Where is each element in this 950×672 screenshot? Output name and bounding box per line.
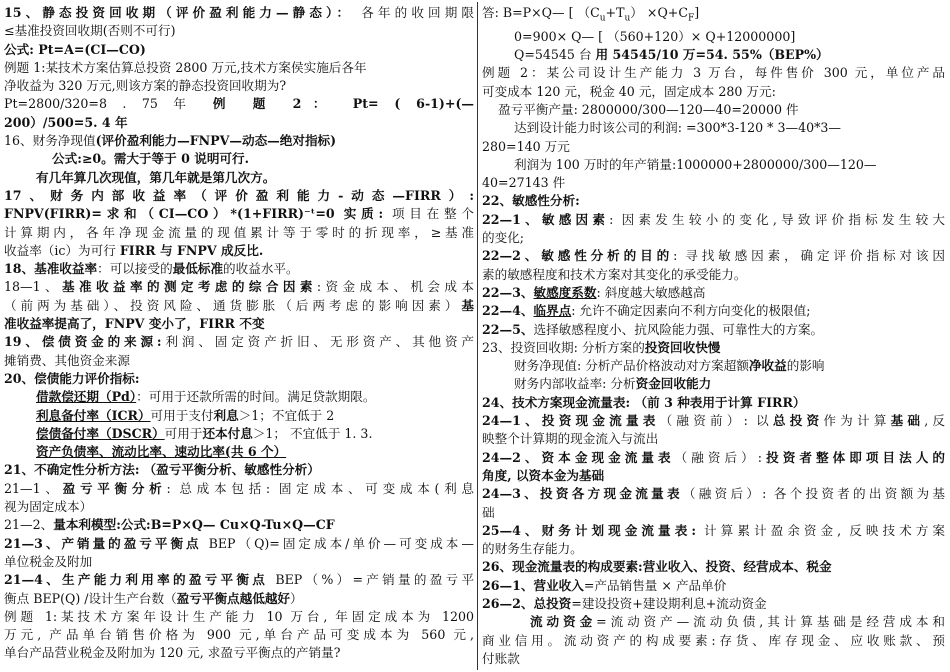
- text-segment: 24—3、投资各方现金流量表: [482, 486, 683, 502]
- text-segment: Pt=2800/320=8 . 75 年: [4, 96, 213, 112]
- text-line: [482, 357, 945, 375]
- text-segment: : 因素发生较小的变化,导致评价指标发生较大: [609, 211, 945, 227]
- text-segment: （前两为基础）、投资风险、通货膨胀（后两考虑的影响因素）: [4, 297, 462, 313]
- text-line: [482, 4, 945, 28]
- text-line: [4, 59, 474, 77]
- text-segment: ：可用于还款所需的时间。满足贷款期限。: [136, 389, 376, 405]
- text-segment: 摊销费、其他资金来源: [4, 352, 130, 368]
- text-segment: ：可以接受的: [97, 261, 173, 277]
- text-segment: 敏感度系数: [533, 284, 597, 300]
- text-line: [482, 211, 945, 229]
- text-segment: ＞1；不宜低于 2: [238, 407, 335, 423]
- text-segment: 衡点 BEP(Q) /设计生产台数（: [4, 590, 177, 606]
- text-segment: u: [272, 517, 282, 533]
- text-line: [482, 46, 945, 64]
- text-segment: 200）/500=5. 4 年: [4, 114, 128, 130]
- text-segment: 基: [461, 297, 474, 313]
- text-segment: 23、投资回收期: 分析方案的: [482, 339, 645, 355]
- text-line: [4, 461, 474, 479]
- text-segment: F: [687, 13, 695, 24]
- text-line: [482, 321, 945, 339]
- text-segment: 利息: [213, 407, 239, 423]
- text-segment: 15、静态投资回收期（评价盈利能力—静态）：: [4, 5, 354, 20]
- text-line: [482, 613, 945, 631]
- text-line: [4, 4, 474, 22]
- text-line: [482, 302, 945, 320]
- text-line: [482, 412, 945, 430]
- text-segment: 商业信用。流动资产的构成要素:存货、库存现金、应收账款、预: [482, 632, 945, 648]
- text-line: [482, 247, 945, 265]
- text-segment: 有几年算几次现值，第几年就是第几次方。: [36, 169, 276, 185]
- text-line: [4, 553, 474, 571]
- right-column: [482, 4, 945, 668]
- text-segment: 计算累计盈余资金, 反映技术方案: [695, 522, 945, 538]
- text-segment: 偿债备付率（DSCR）: [36, 425, 165, 441]
- text-segment: （融资后）: 各个投资者的出资额为基: [682, 486, 945, 502]
- text-line: [4, 352, 474, 370]
- text-segment: ,反: [924, 413, 945, 429]
- text-segment: 21、不确定性分析方法:: [4, 462, 140, 478]
- text-segment: 财务净现值: 分析产品价格波动对方案超额: [514, 358, 749, 374]
- text-line: [4, 425, 474, 443]
- text-line: [482, 83, 945, 101]
- text-segment: =A=(CI—CO): [53, 41, 146, 57]
- text-segment: 视为固定成本）: [4, 499, 93, 515]
- text-line: [4, 498, 474, 516]
- text-segment: 17、财务内部收益率（评价盈利能力-动态—FIRR）:: [4, 187, 474, 203]
- text-segment: 22—5、: [482, 321, 534, 337]
- text-segment: 单台产品营业税金及附加为 120 元, 求盈亏平衡点的产销量?: [4, 645, 341, 661]
- text-segment: 22—1、敏感因素: [482, 211, 610, 227]
- text-segment: 40=27143 件: [482, 175, 566, 191]
- text-segment: =产品销售量 × 产品单价: [583, 577, 727, 593]
- text-segment: 利润为 100 万时的年产销量:1000000+2800000/300—120—: [514, 156, 877, 172]
- text-segment: 角度, 以资本金为基础: [482, 467, 605, 483]
- text-segment: 付账款: [482, 650, 520, 666]
- text-line: [4, 224, 474, 242]
- text-segment: 财务内部收益率: 分析: [514, 376, 636, 392]
- text-line: [4, 626, 474, 644]
- text-segment: 可用于支付: [150, 407, 214, 423]
- text-line: [4, 644, 474, 662]
- text-segment: 280=140 万元: [482, 138, 570, 154]
- text-segment: 计算期内，各年净现金流量的现值累计等于零时的折现率，≥基准: [4, 224, 474, 240]
- text-segment: 21—4、生产能力利用率的盈亏平衡点: [4, 572, 269, 588]
- text-segment: 净收益为 320 万元,则该方案的静态投资回收期为?: [4, 78, 287, 94]
- text-segment: 盈亏平衡产量: 2800000/300—120—40=20000 件: [498, 102, 799, 117]
- text-segment: （融资前）: 以: [659, 413, 773, 429]
- text-segment: 22、敏感性分析:: [482, 193, 580, 209]
- text-segment: 础: [482, 504, 495, 520]
- text-line: [4, 516, 474, 534]
- text-line: [482, 192, 945, 210]
- text-segment: ≤基准投资回收期(否则不可行): [4, 23, 176, 39]
- text-line: [482, 174, 945, 192]
- text-segment: 24、技术方案现金流量表: （前 3 种表用于计算 FIRR）: [482, 394, 806, 410]
- text-line: [4, 205, 474, 223]
- text-line: [4, 590, 474, 608]
- text-segment: 18、基准收益率: [4, 261, 98, 277]
- text-segment: 用 54545/10 万=54. 55%（BEP%）: [595, 47, 829, 63]
- text-line: [482, 138, 945, 156]
- text-segment: 18—1、: [4, 279, 63, 295]
- text-segment: 公式:≥0。需大于等于 0 说明可行.: [52, 151, 250, 167]
- text-segment: 投资者整体即项目法人的: [762, 449, 945, 465]
- text-segment: 盈亏平衡点越低越好: [176, 590, 291, 606]
- text-segment: 22—4、: [482, 303, 534, 319]
- text-segment: Q=54545 台: [514, 47, 596, 63]
- text-line: [4, 260, 474, 278]
- text-line: [4, 297, 474, 315]
- text-line: [482, 28, 945, 46]
- text-segment: 可变成本 120 元，税金 40 元，固定成本 280 万元:: [482, 83, 776, 99]
- text-line: [4, 535, 474, 553]
- text-line: [482, 266, 945, 284]
- text-line: [482, 485, 945, 503]
- text-line: [4, 132, 474, 150]
- text-line: [482, 284, 945, 302]
- text-segment: : 总成本包括: 固定成本、可变成本(利息: [166, 480, 474, 496]
- text-segment: 22—2、敏感性分析的目的: [482, 248, 674, 264]
- text-segment: ]: [694, 5, 700, 20]
- text-segment: 答: B=P×Q— [ （C: [482, 5, 600, 20]
- text-segment: ）: [290, 590, 303, 606]
- text-line: [482, 504, 945, 522]
- text-segment: 26—1、营业收入: [482, 577, 584, 593]
- text-segment: 量本利模型:公式:B=P×Q— C: [53, 517, 230, 533]
- text-segment: 利润、固定资产折旧、无形资产、其他资产: [161, 334, 474, 350]
- text-line: [482, 449, 945, 467]
- text-line: [4, 480, 474, 498]
- text-segment: ） ×Q+C: [630, 5, 688, 20]
- text-line: [4, 407, 474, 425]
- text-segment: 26—2、总投资: [482, 596, 572, 612]
- text-segment: 单位税金及附加: [4, 553, 93, 569]
- text-segment: 20、偿债能力评价指标:: [4, 370, 140, 386]
- text-segment: u: [229, 517, 240, 533]
- text-line: [4, 333, 474, 351]
- text-line: [4, 22, 474, 40]
- text-line: [4, 315, 474, 333]
- text-segment: 项目在整个: [383, 206, 474, 222]
- text-segment: : 斜度越大敏感越高: [596, 284, 706, 300]
- text-segment: 临界点: [533, 303, 572, 319]
- text-line: [482, 229, 945, 247]
- text-segment: 万元, 产品单台销售价格为 900 元,单台产品可变成本为 560 元,: [4, 627, 474, 643]
- text-segment: 流动资金: [530, 614, 597, 630]
- text-segment: u: [624, 13, 631, 24]
- text-segment: 作为计算: [823, 413, 891, 429]
- text-segment: 21—1、: [4, 480, 63, 496]
- text-line: [482, 558, 945, 576]
- column-divider: [477, 2, 478, 670]
- text-segment: =流动资产—流动负债,其计算基础是经营成本和: [596, 614, 945, 630]
- text-line: [4, 41, 474, 59]
- text-segment: 0=900× Q— [ （560+120）× Q+12000000]: [514, 28, 796, 44]
- text-segment: +T: [605, 5, 625, 20]
- text-line: [482, 577, 945, 595]
- text-segment: 盈亏平衡分析: [62, 480, 167, 496]
- text-line: [482, 430, 945, 448]
- text-line: [482, 375, 945, 393]
- text-segment: BEP（Q)=固定成本/单价—可变成本—: [201, 535, 474, 551]
- text-segment: 净收益: [748, 358, 787, 374]
- text-line: [4, 77, 474, 95]
- text-line: [4, 571, 474, 589]
- text-segment: 24—1、投资现金流量表: [482, 413, 660, 429]
- text-segment: 利息备付率（ICR）: [36, 407, 151, 423]
- text-line: [4, 187, 474, 205]
- text-segment: : 寻找敏感因素，确定评价指标对该因: [673, 248, 945, 264]
- text-segment: 公式: P: [4, 41, 48, 57]
- text-line: [482, 650, 945, 668]
- text-segment: 各年的收回期限: [353, 5, 474, 20]
- text-segment: 26、现金流量表的构成要素:营业收入、投资、经营成本、税金: [482, 559, 832, 575]
- text-line: [482, 394, 945, 412]
- text-segment: 的影响: [786, 358, 825, 374]
- text-segment: ＞1； 不宜低于 1. 3.: [252, 425, 373, 441]
- text-segment: 总投资: [772, 413, 824, 429]
- text-segment: (评价盈利能力—FNPV—动态—绝对指标): [95, 133, 337, 149]
- text-line: [4, 169, 474, 187]
- text-line: [482, 632, 945, 650]
- text-line: [482, 156, 945, 174]
- text-segment: 资产负债率、流动比率、速动比率(共 6 个）: [36, 444, 287, 460]
- text-segment: FIRR 与 FNPV 成反比.: [119, 242, 264, 258]
- text-segment: 19、偿债资金的来源:: [4, 334, 162, 350]
- text-line: [482, 339, 945, 357]
- text-segment: :资金成本、机会成本: [316, 279, 474, 295]
- text-segment: : 允许不确定因素向不利方向变化的极限值;: [571, 303, 811, 319]
- text-line: [482, 101, 945, 119]
- text-segment: 达到设计能力时该公司的利润: =300*3-120 * 3—40*3—: [514, 120, 841, 136]
- text-segment: u: [599, 13, 606, 24]
- text-segment: FNPV(FIRR)=求和（CI—CO）*(1+FIRR)⁻ᵗ=0 实质:: [4, 206, 384, 222]
- text-segment: 素的敏感程度和技术方案对其变化的承受能力。: [482, 266, 747, 282]
- text-segment: 的财务生存能力。: [482, 541, 583, 557]
- text-segment: 可用于: [164, 425, 203, 441]
- text-line: [482, 595, 945, 613]
- text-segment: 例题 1:某技术方案年设计生产能力 10 万台, 年固定成本为 1200: [4, 608, 474, 624]
- text-line: [482, 64, 945, 82]
- text-segment: 21—3、产销量的盈亏平衡点: [4, 535, 202, 551]
- text-line: [4, 388, 474, 406]
- text-segment: =建设投资+建设期利息+流动资金: [571, 596, 767, 612]
- text-segment: 22—3、: [482, 284, 534, 300]
- text-segment: F: [325, 517, 335, 533]
- text-segment: BEP（%）=产销量的盈亏平: [268, 572, 474, 588]
- text-line: [4, 443, 474, 461]
- text-line: [4, 278, 474, 296]
- text-line: [4, 370, 474, 388]
- text-segment: 最低标准: [172, 261, 224, 277]
- text-segment: t= ( 6-1)+(—: [362, 96, 474, 112]
- text-line: [482, 467, 945, 485]
- text-segment: 例 题 2： P: [212, 96, 363, 112]
- text-line: [482, 540, 945, 558]
- text-segment: 资金回收能力: [635, 376, 712, 392]
- text-segment: 投资回收快慢: [644, 339, 721, 355]
- text-segment: 借款偿还期（Pd）: [36, 389, 137, 405]
- text-line: [4, 114, 474, 132]
- text-segment: t: [47, 41, 54, 57]
- text-segment: 基准收益率的测定考虑的综合因素: [62, 279, 317, 295]
- text-segment: 21—2、: [4, 517, 54, 533]
- text-line: [4, 150, 474, 168]
- text-segment: （盈亏平衡分析、敏感性分析）: [143, 462, 320, 478]
- text-segment: 基础: [890, 413, 925, 429]
- text-segment: 选择敏感程度小、抗风险能力强、可靠性大的方案。: [533, 321, 824, 337]
- text-segment: ×Q—C: [281, 517, 326, 533]
- text-line: [482, 522, 945, 540]
- text-segment: 25—4、财务计划现金流量表:: [482, 522, 696, 538]
- text-segment: 收益率（ic）为可行: [4, 242, 120, 258]
- text-segment: 的收益水平。: [223, 261, 299, 277]
- text-line: [482, 119, 945, 137]
- text-segment: 的变化;: [482, 230, 525, 246]
- text-segment: （融资后）:: [674, 449, 763, 465]
- text-segment: 16、财务净现值: [4, 133, 96, 149]
- text-segment: 还本付息: [202, 425, 253, 441]
- text-segment: ×Q-T: [239, 517, 273, 533]
- text-segment: 映整个计算期的现金流入与流出: [482, 431, 659, 447]
- text-line: [4, 95, 474, 113]
- text-line: [4, 608, 474, 626]
- text-segment: 准收益率提高了，FNPV 变小了，FIRR 不变: [4, 316, 265, 332]
- left-column: [4, 4, 474, 663]
- text-line: [4, 242, 474, 260]
- text-segment: 例题 1:某技术方案估算总投资 2800 万元,技术方案侯实施后各年: [4, 59, 367, 75]
- text-segment: 例题 2：某公司设计生产能力 3 万台，每件售价 300 元，单位产品: [482, 65, 945, 81]
- text-segment: 24—2、资本金现金流量表: [482, 449, 675, 465]
